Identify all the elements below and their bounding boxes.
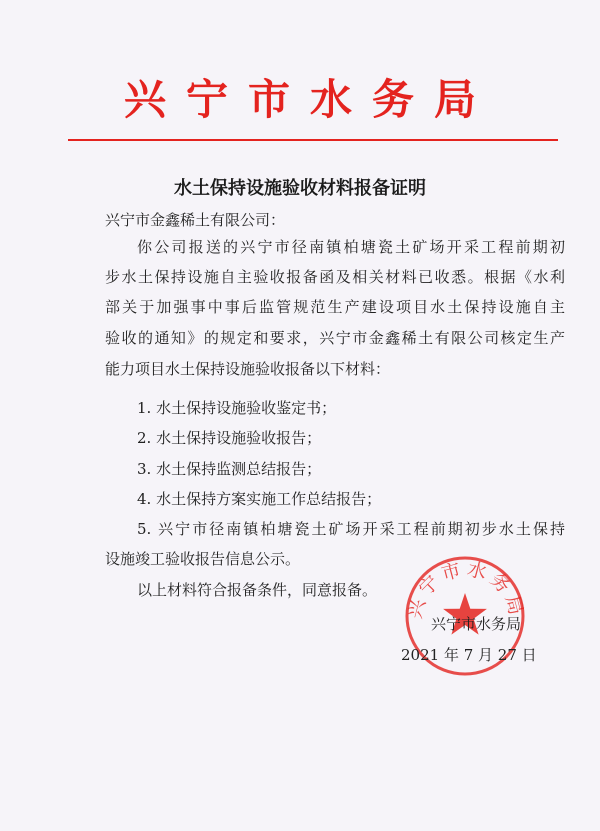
seal-text: 兴宁市水务局	[404, 557, 528, 622]
letterhead-rule	[68, 139, 558, 141]
addressee: 兴宁市金鑫稀土有限公司：	[105, 211, 286, 229]
list-item: 1. 水土保持设施验收鉴定书；	[137, 399, 337, 417]
list-item: 2. 水土保持设施验收报告；	[137, 429, 322, 447]
paragraph-line: 步水土保持设施自主验收报备函及相关材料已收悉。根据《水利	[105, 268, 565, 286]
list-item: 4. 水土保持方案实施工作总结报告；	[137, 490, 382, 508]
signature-date: 2021 年 7 月 27 日	[401, 646, 537, 664]
paragraph-line: 部关于加强事中事后监管规范生产建设项目水土保持设施自主	[105, 298, 565, 316]
paragraph-line: 能力项目水土保持设施验收报备以下材料：	[105, 360, 391, 378]
list-item: 3. 水土保持监测总结报告；	[137, 460, 322, 478]
conclusion: 以上材料符合报备条件，同意报备。	[137, 581, 378, 599]
signature-org: 兴宁市水务局	[431, 615, 522, 633]
list-item: 5. 兴宁市径南镇柏塘瓷土矿场开采工程前期初步水土保持	[137, 520, 565, 538]
letterhead-title: 兴宁市水务局	[123, 75, 496, 124]
document-title: 水土保持设施验收材料报备证明	[174, 178, 426, 199]
list-item: 设施竣工验收报告信息公示。	[105, 550, 301, 568]
paragraph-line: 你公司报送的兴宁市径南镇柏塘瓷土矿场开采工程前期初	[137, 238, 565, 256]
paragraph-line: 验收的通知》的规定和要求，兴宁市金鑫稀土有限公司核定生产	[105, 329, 565, 347]
